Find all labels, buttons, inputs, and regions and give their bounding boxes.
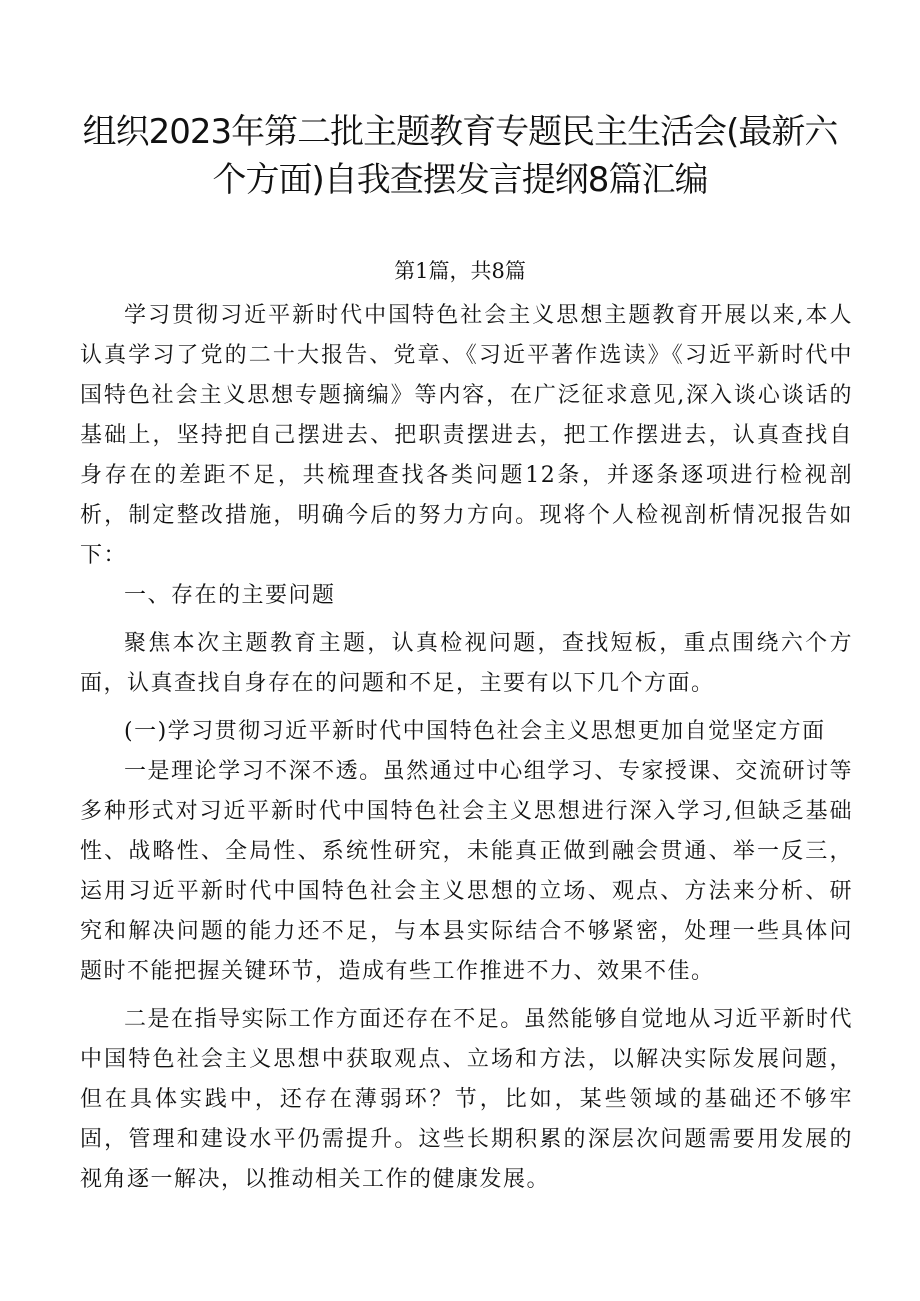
section-heading: 一、存在的主要问题 (124, 583, 336, 608)
title-line-2: 个方面)自我查摆发言提纲8篇汇编 (212, 160, 708, 200)
document-body (80, 296, 853, 1200)
paragraph-overview: 聚焦本次主题教育主题，认真检视问题，查找短板，重点围绕六个方面，认真查找自身存在的问题和不足，主要有以下几个方面。 (80, 631, 853, 696)
title-line-1: 组织2023年第二批主题教育专题民主生活会(最新六 (82, 112, 838, 152)
document-title (0, 108, 920, 204)
paragraph-issue-2: 二是在指导实际工作方面还存在不足。虽然能够自觉地从习近平新时代中国特色社会主义思想中获取观点、立场和方法，以解决实际发展问题，但在具体实践中，还存在薄弱环？节，比如，某些领域的基础还不够牢固，管理和建设水平仍需提升。这些长期积累的深层次问题需要用发展的视角逐一解决，以推动相关工作的健康发展。 (80, 1007, 853, 1192)
paragraph-issue-1: 一是理论学习不深不透。虽然通过中心组学习、专家授课、交流研讨等多种形式对习近平新时代中国特色社会主义思想进行深入学习,但缺乏基础性、战略性、全局性、系统性研究，未能真正做到融会贯通、举一反三，运用习近平新时代中国特色社会主义思想的立场、观点、方法来分析、研究和解决问题的能力还不足，与本县实际结合不够紧密，处理一些具体问题时不能把握关键环节，造成有些工作推进不力、效果不佳。 (80, 759, 853, 984)
part-label: 第1篇，共8篇 (394, 259, 526, 283)
subsection-heading: (一)学习贯彻习近平新时代中国特色社会主义思想更加自觉坚定方面 (124, 719, 826, 744)
paragraph-intro: 学习贯彻习近平新时代中国特色社会主义思想主题教育开展以来,本人认真学习了党的二十大报告、党章、《习近平著作选读》《习近平新时代中国特色社会主义思想专题摘编》等内容，在广泛征求意见,深入谈心谈话的基础上，坚持把自己摆进去、把职责摆进去，把工作摆进去，认真查找自身存在的差距不足，共梳理查找各类问题12条，并逐条逐项进行检视剖析，制定整改措施，明确今后的努力方向。现将个人检视剖析情况报告如下： (80, 303, 853, 568)
